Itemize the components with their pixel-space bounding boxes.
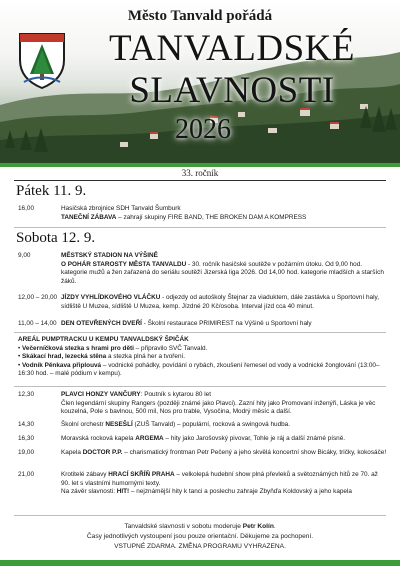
day-heading-saturday: Sobota 12. 9. bbox=[16, 230, 96, 246]
festival-title-line2: SLAVNOSTI bbox=[129, 70, 335, 111]
event-description bbox=[61, 294, 387, 311]
footer-notice: VSTUPNÉ ZDARMA. ZMĚNA PROGRAMU VYHRAZENA. bbox=[114, 543, 286, 550]
list-item: • Večerníčková stezka s hrami pro děti – připravilo SVČ Tanvald. bbox=[18, 344, 208, 352]
event-detail: - Školní restaurace PRIMIREST na Výšině u Sportovní haly bbox=[141, 320, 312, 327]
event-detail: Školní orchestr bbox=[61, 421, 106, 428]
event-description bbox=[61, 435, 387, 444]
divider bbox=[14, 332, 386, 333]
list-item: • Skákací hrad, lezecká stěna a stezka plná her a tvoření. bbox=[18, 353, 186, 361]
event-title: DOCTOR P.P. bbox=[82, 449, 123, 456]
festival-year: 2026 bbox=[175, 114, 231, 145]
event-title: HRACÍ SKŘÍŇ PRAHA bbox=[108, 471, 175, 478]
event-title: HIT! bbox=[116, 488, 130, 496]
list-item: • Vodník Pěnkava připlouvá – vodnické pohádky, povídání o rybách, zkoušení řemesel od vody a vodnické žonglování (13:00–16:30 hod. – malé pódium v kempu). bbox=[18, 361, 380, 378]
event-detail: – hity jako Jarošovský pivovar, Tohle je ráj a další známé písně. bbox=[163, 435, 346, 442]
hero-banner bbox=[0, 0, 400, 163]
event-description bbox=[61, 252, 387, 287]
event-time: 12,00 – 20,00 bbox=[18, 294, 58, 301]
event-detail: - 30. ročník hasičské soutěže v požárním útoku. Od 9,00 hod. kategorie mužů a žen zařazená do seriálu soutěží Jizerská liga 2026. Od 14,00 hod. kategorie mladších a starších žáků. bbox=[61, 260, 384, 286]
divider bbox=[14, 227, 386, 228]
moderator-name: Petr Kolín bbox=[242, 523, 274, 530]
item-detail: – vodnické pohádky, povídání o rybách, zkoušení řemesel od vody a vodnické žonglování (13:00–16:30 hod. – malé pódium v kempu). bbox=[18, 361, 380, 378]
area-heading: AREÁL PUMPTRACKU U KEMPU TANVALDSKÝ ŠPIČÁK bbox=[18, 336, 189, 343]
event-title: PLAVCI HONZY VANČURY bbox=[61, 391, 141, 398]
event-time: 12,30 bbox=[18, 391, 34, 398]
event-detail: Kapela bbox=[61, 449, 83, 456]
item-title: Večerníčková stezka s hrami pro děti bbox=[22, 344, 134, 352]
event-detail: (ZUŠ Tanvald) – populární, rocková a swingová hudba. bbox=[132, 421, 291, 428]
event-title: TANEČNÍ ZÁBAVA bbox=[61, 213, 117, 221]
footer-note: Časy jednotlivých vystoupení jsou pouze orientační. Děkujeme za pochopení. bbox=[86, 533, 314, 540]
event-detail: Moravská rocková kapela bbox=[61, 435, 136, 442]
event-detail: Na závěr slavnosti: bbox=[61, 488, 117, 496]
event-description bbox=[61, 205, 387, 222]
item-title: Skákací hrad, lezecká stěna bbox=[22, 353, 107, 361]
event-description bbox=[61, 421, 387, 430]
event-title: DEN OTEVŘENÝCH DVEŘÍ bbox=[61, 320, 142, 327]
accent-bar bbox=[0, 560, 400, 566]
town-crest-icon bbox=[16, 30, 68, 90]
event-detail: – nejznámější hity k tanci a poslechu zahraje Zbyňďa Koldovský a jeho kapela bbox=[129, 488, 352, 496]
event-venue: MĚSTSKÝ STADION NA VÝŠINĚ bbox=[61, 252, 158, 259]
organizer-subtitle: Město Tanvald pořádá bbox=[127, 8, 273, 24]
item-title: Vodník Pěnkava připlouvá bbox=[22, 361, 102, 369]
event-title: JÍZDY VYHLÍDKOVÉHO VLÁČKU bbox=[61, 294, 161, 301]
event-venue: Hasičská zbrojnice SDH Tanvald Šumburk bbox=[61, 205, 181, 212]
event-description bbox=[61, 449, 387, 458]
edition-label: 33. ročník bbox=[181, 168, 219, 178]
event-detail: – zahrají skupiny FIRE BAND, THE BROKEN DAM A KOMPRESS bbox=[116, 213, 307, 221]
event-time: 16,30 bbox=[18, 435, 34, 442]
event-title: NESEŠLÍ bbox=[105, 421, 133, 428]
event-detail: Krotitelé zábavy bbox=[61, 471, 109, 478]
event-time: 14,30 bbox=[18, 421, 34, 428]
festival-title-line1: TANVALDSKÉ bbox=[109, 28, 355, 69]
divider bbox=[14, 386, 386, 387]
event-detail: – charismatický frontman Petr Pečený a jeho skvělá koncertní show Bicáky, tričky, kokosáče! bbox=[122, 449, 387, 456]
footer-text: Tanvaldské slavnosti v sobotu moderuje bbox=[124, 523, 243, 530]
event-time: 16,00 bbox=[18, 205, 34, 212]
footer-moderator bbox=[0, 522, 400, 531]
event-detail: Člen legendární skupiny Rangers (později známé jako Plavci). Zazní hity jako Promovaní inženýři, Láska je věc kouzelná, Pole s bavlnou, 500 mil, Nos pro trable, Vysočina, Modrý měsíc a další. bbox=[61, 399, 376, 416]
event-time: 21,00 bbox=[18, 471, 34, 478]
divider bbox=[14, 515, 386, 516]
event-title: O POHÁR STAROSTY MĚSTA TANVALDU bbox=[61, 260, 187, 268]
event-description bbox=[61, 320, 387, 329]
event-time: 11,00 – 14,00 bbox=[18, 320, 57, 327]
event-detail: : Poutník s kytarou 80 let bbox=[140, 391, 211, 398]
event-detail: – velkolepá hudební show plná převleků a světoznámých hitů ze 70. až 90. let s vlastními humornými texty. bbox=[61, 471, 378, 487]
event-title: ARGEMA bbox=[135, 435, 164, 442]
event-time: 9,00 bbox=[18, 252, 31, 259]
event-detail: - odjezdy od autoškoly Štejnar za viaduktem, dále zastávka u Sportovní haly, sídliště U Muzea, sídliště U Muzea, kemp. Jízdné 20 Kč/osoba. Interval jízd cca 40 minut. bbox=[61, 294, 380, 310]
item-detail: a stezka plná her a tvoření. bbox=[106, 353, 186, 361]
divider bbox=[14, 180, 386, 181]
accent-bar bbox=[0, 163, 400, 167]
pumptrack-area-section bbox=[18, 336, 388, 379]
footer-text: . bbox=[273, 523, 276, 530]
day-heading-friday: Pátek 11. 9. bbox=[16, 183, 87, 199]
event-description bbox=[61, 391, 387, 417]
event-description bbox=[61, 471, 387, 497]
item-detail: – připravilo SVČ Tanvald. bbox=[133, 344, 208, 352]
event-time: 19,00 bbox=[18, 449, 34, 456]
